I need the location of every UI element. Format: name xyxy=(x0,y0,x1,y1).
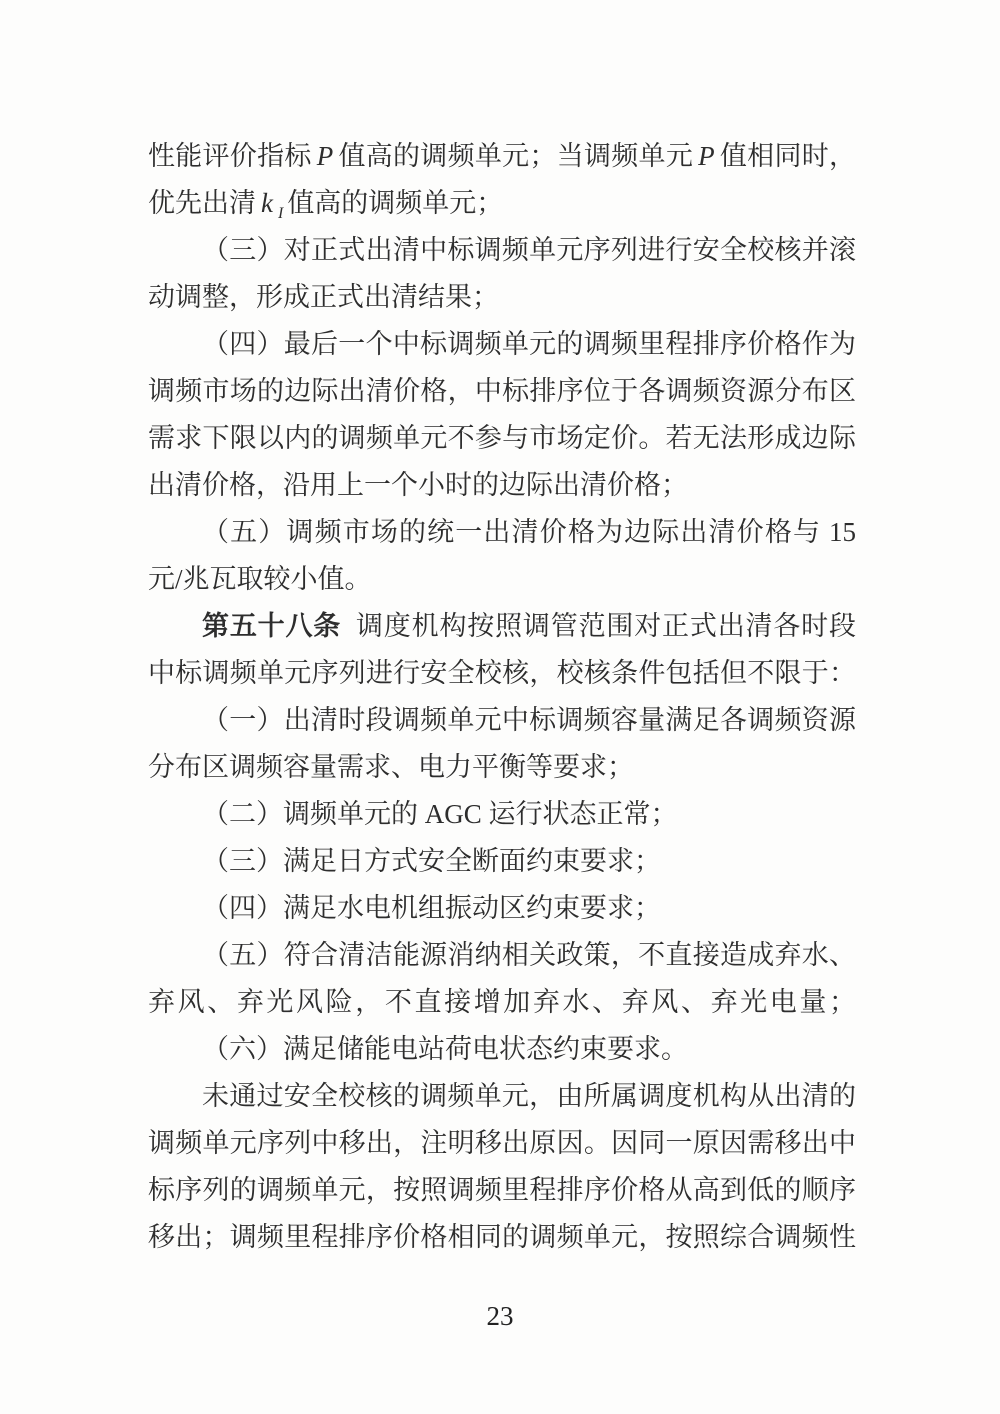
text-segment: （二）调频单元的 AGC 运行状态正常； xyxy=(202,799,678,829)
text-line xyxy=(148,180,856,227)
text-line xyxy=(148,744,856,791)
text-line xyxy=(148,321,856,368)
text-line xyxy=(148,1073,856,1120)
math-subscript: I xyxy=(277,205,284,222)
text-line xyxy=(148,556,856,603)
text-segment: 优先出清 xyxy=(148,188,256,218)
text-line xyxy=(148,133,856,180)
text-line xyxy=(148,274,856,321)
article-heading: 第五十八条 xyxy=(202,611,342,641)
text-segment: （六）满足储能电站荷电状态约束要求。 xyxy=(202,1034,688,1064)
text-line xyxy=(148,650,856,697)
text-segment: 标序列的调频单元，按照调频里程排序价格从高到低的顺序 xyxy=(148,1175,856,1205)
text-line xyxy=(148,791,856,838)
text-segment: 分布区调频容量需求、电力平衡等要求； xyxy=(148,752,634,782)
text-line xyxy=(148,227,856,274)
text-line xyxy=(148,1167,856,1214)
document-body xyxy=(148,133,856,1261)
text-segment: 值相同时， xyxy=(719,141,857,171)
text-segment: 调频市场的边际出清价格，中标排序位于各调频资源分布区 xyxy=(148,376,856,406)
text-line xyxy=(148,979,856,1026)
text-segment: 动调整，形成正式出清结果； xyxy=(148,282,499,312)
text-segment: （三）满足日方式安全断面约束要求； xyxy=(202,846,661,876)
text-segment: 调度机构按照调管范围对正式出清各时段 xyxy=(355,611,857,641)
text-segment: 移出；调频里程排序价格相同的调频单元，按照综合调频性 xyxy=(148,1222,856,1252)
text-segment: 性能评价指标 xyxy=(148,141,312,171)
text-segment: （四）满足水电机组振动区约束要求； xyxy=(202,893,661,923)
text-segment: （四）最后一个中标调频单元的调频里程排序价格作为 xyxy=(202,329,856,359)
math-variable: P xyxy=(316,141,334,171)
text-segment: 元/兆瓦取较小值。 xyxy=(148,564,372,594)
text-line xyxy=(148,603,856,650)
text-line xyxy=(148,1026,856,1073)
text-segment: （一）出清时段调频单元中标调频容量满足各调频资源 xyxy=(202,705,856,735)
text-segment: 值高的调频单元； xyxy=(287,188,504,218)
math-variable: P xyxy=(698,141,715,171)
text-segment: 中标调频单元序列进行安全校核，校核条件包括但不限于： xyxy=(148,658,856,688)
text-segment: 需求下限以内的调频单元不参与市场定价。若无法形成边际 xyxy=(148,423,856,453)
text-line xyxy=(148,838,856,885)
text-segment: 弃风、弃光风险，不直接增加弃水、弃风、弃光电量； xyxy=(148,987,856,1017)
text-line xyxy=(148,932,856,979)
text-segment: 值高的调频单元；当调频单元 xyxy=(338,141,694,171)
text-line xyxy=(148,509,856,556)
text-line xyxy=(148,368,856,415)
text-line xyxy=(148,462,856,509)
text-segment: （五）符合清洁能源消纳相关政策，不直接造成弃水、 xyxy=(202,940,856,970)
text-line xyxy=(148,415,856,462)
text-line xyxy=(148,885,856,932)
text-line xyxy=(148,1120,856,1167)
text-segment: 出清价格，沿用上一个小时的边际出清价格； xyxy=(148,470,688,500)
text-segment: 调频单元序列中移出，注明移出原因。因同一原因需移出中 xyxy=(148,1128,856,1158)
text-segment: （三）对正式出清中标调频单元序列进行安全校核并滚 xyxy=(202,235,856,265)
text-segment: 未通过安全校核的调频单元，由所属调度机构从出清的 xyxy=(202,1081,856,1111)
text-segment: （五）调频市场的统一出清价格为边际出清价格与 15 xyxy=(202,517,856,547)
text-line xyxy=(148,697,856,744)
page-number: 23 xyxy=(486,1301,514,1331)
math-variable: k xyxy=(261,188,273,218)
text-line xyxy=(148,1214,856,1261)
